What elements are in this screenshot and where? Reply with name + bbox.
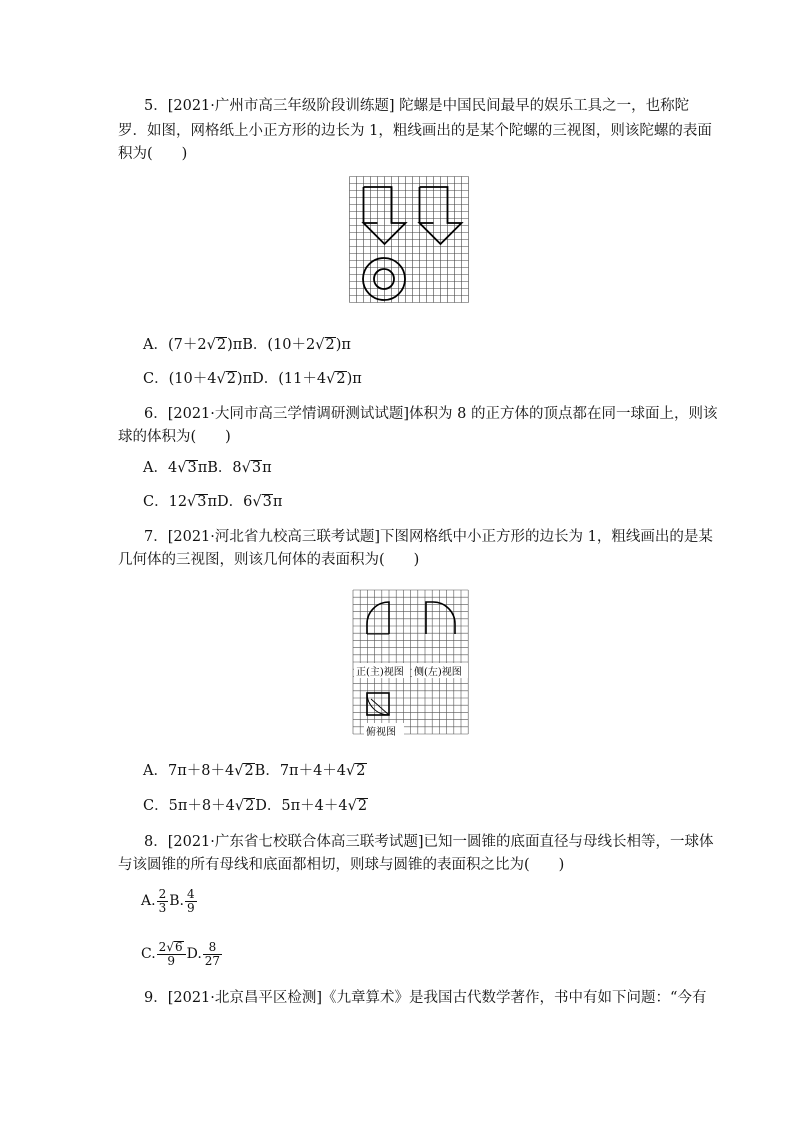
- q6-text-line2: 球的体积为( ): [118, 429, 231, 445]
- q7-option-c-text: C．5π＋8＋4: [143, 798, 235, 814]
- q8-option-c-numerator: [157, 941, 186, 955]
- q8-option-b-label: B.: [169, 893, 184, 909]
- radical-sign: √: [177, 460, 187, 476]
- q8-option-d-label: D.: [186, 946, 202, 962]
- q7-option-d-radical: 2: [357, 798, 368, 814]
- radical-sign: √: [252, 494, 262, 510]
- radical-sign: √: [346, 763, 356, 779]
- q5-option-d-radical: 2: [336, 371, 346, 387]
- q6-option-d-radical: 3: [262, 494, 272, 510]
- q5-option-c-text: C．(10＋4: [143, 371, 217, 387]
- q5-option-c-radical: 2: [226, 371, 236, 387]
- q7-option-b-radical: 2: [356, 763, 366, 779]
- q8-option-c-denominator: 9: [167, 953, 175, 968]
- q8-option-b-denominator: 9: [186, 900, 195, 915]
- q7-options-cd: [143, 796, 368, 816]
- q8-text-line1: 8．[2021·广东省七校联合体高三联考试题]已知一圆锥的底面直径与母线长相等，一球体: [144, 834, 714, 850]
- q6-option-d-text: πD．6: [207, 494, 253, 510]
- q6-option-c-text: C．12: [143, 494, 188, 510]
- q8-option-d-numerator: 8: [203, 941, 222, 955]
- q5-text-line1: 5．[2021·广州市高三年级阶段训练题] 陀螺是中国民间最早的娱乐工具之一，也称陀: [144, 98, 690, 114]
- q6-option-b-text: πB．8: [197, 460, 242, 476]
- radical-sign: √: [216, 371, 226, 387]
- q7-side-view-label: 侧(左)视图: [414, 667, 462, 678]
- q5-option-b-suffix: )π: [335, 337, 351, 353]
- q5-options-cd: [143, 369, 362, 389]
- radical-sign: √: [187, 494, 197, 510]
- q8-option-a-numerator: 2: [158, 886, 167, 901]
- radical-sign: √: [234, 798, 245, 814]
- q8-option-c-fraction: [157, 941, 186, 968]
- q8-option-c-label: C.: [141, 946, 156, 962]
- q6-options-cd: [143, 492, 282, 512]
- radical-sign: √: [315, 337, 325, 353]
- q6-text-line1: 6．[2021·大同市高三学情调研测试试题]体积为 8 的正方体的顶点都在同一球面上，则该: [144, 406, 718, 422]
- q8-text-line2: 与该圆锥的所有母线和底面都相切，则球与圆锥的表面积之比为( ): [118, 857, 565, 873]
- q6-option-a-text: A．4: [143, 460, 178, 476]
- q5-text-line2: 罗．如图，网格纸上小正方形的边长为 1，粗线画出的是某个陀螺的三视图，则该陀螺的表面: [118, 123, 712, 139]
- q8-option-d-denominator: 27: [204, 953, 221, 968]
- q8-option-b-numerator: 4: [186, 886, 195, 901]
- radical-sign: √: [241, 460, 251, 476]
- q8-option-c-coefficient: 2: [158, 939, 167, 954]
- q7-option-b-text: B．7π＋4＋4: [254, 763, 347, 779]
- q6-option-d-suffix: π: [272, 494, 283, 510]
- q5-options-ab: [143, 335, 351, 355]
- q5-option-b-text: )πB．(10＋2: [227, 337, 316, 353]
- q8-option-c-radical: 6: [174, 939, 183, 954]
- q5-text-line3: 积为( ): [118, 146, 188, 162]
- q8-options-cd: [141, 937, 223, 971]
- q7-top-view-label: 俯视图: [366, 727, 396, 738]
- q7-option-a-radical: 2: [244, 763, 254, 779]
- q5-option-d-text: )πD．(11＋4: [236, 371, 327, 387]
- q6-option-b-suffix: π: [262, 460, 272, 476]
- q6-option-a-radical: 3: [187, 460, 197, 476]
- radical-sign: √: [347, 798, 357, 814]
- q7-option-c-radical: 2: [245, 798, 255, 814]
- radical-sign: √: [326, 371, 336, 387]
- q6-option-c-radical: 3: [197, 494, 207, 510]
- q7-text-line1: 7．[2021·河北省九校高三联考试题]下图网格纸中小正方形的边长为 1，粗线画出的是某: [144, 529, 713, 545]
- q7-text-line2: 几何体的三视图，则该几何体的表面积为( ): [118, 552, 420, 568]
- q5-option-b-radical: 2: [325, 337, 335, 353]
- q7-front-view-label: 正(主)视图: [356, 667, 404, 678]
- q7-option-a-text: A．7π＋8＋4: [143, 763, 235, 779]
- q5-option-a-text: A．(7＋2: [143, 337, 207, 353]
- q9-text-line1: 9．[2021·北京昌平区检测]《九章算术》是我国古代数学著作，书中有如下问题：“今有: [144, 990, 707, 1006]
- radical-sign: √: [234, 763, 244, 779]
- q8-option-a-fraction: [157, 888, 169, 915]
- q5-grid: [350, 177, 469, 303]
- q6-option-b-radical: 3: [251, 460, 262, 476]
- radical-sign: √: [206, 337, 216, 353]
- q5-option-a-radical: 2: [216, 337, 227, 353]
- q8-option-d-fraction: [203, 941, 222, 968]
- radical-sign: √: [166, 939, 174, 954]
- q7-three-view-figure: [352, 589, 470, 739]
- q6-options-ab: [143, 458, 272, 478]
- q8-options-ab: [141, 884, 198, 918]
- q8-option-b-fraction: [185, 888, 197, 915]
- q7-option-d-text: D．5π＋4＋4: [255, 798, 348, 814]
- q8-option-a-label: A.: [141, 893, 156, 909]
- q5-option-d-suffix: )π: [346, 371, 362, 387]
- q5-three-view-figure: [349, 176, 473, 308]
- q8-option-a-denominator: 3: [158, 900, 167, 915]
- q7-options-ab: [143, 761, 367, 781]
